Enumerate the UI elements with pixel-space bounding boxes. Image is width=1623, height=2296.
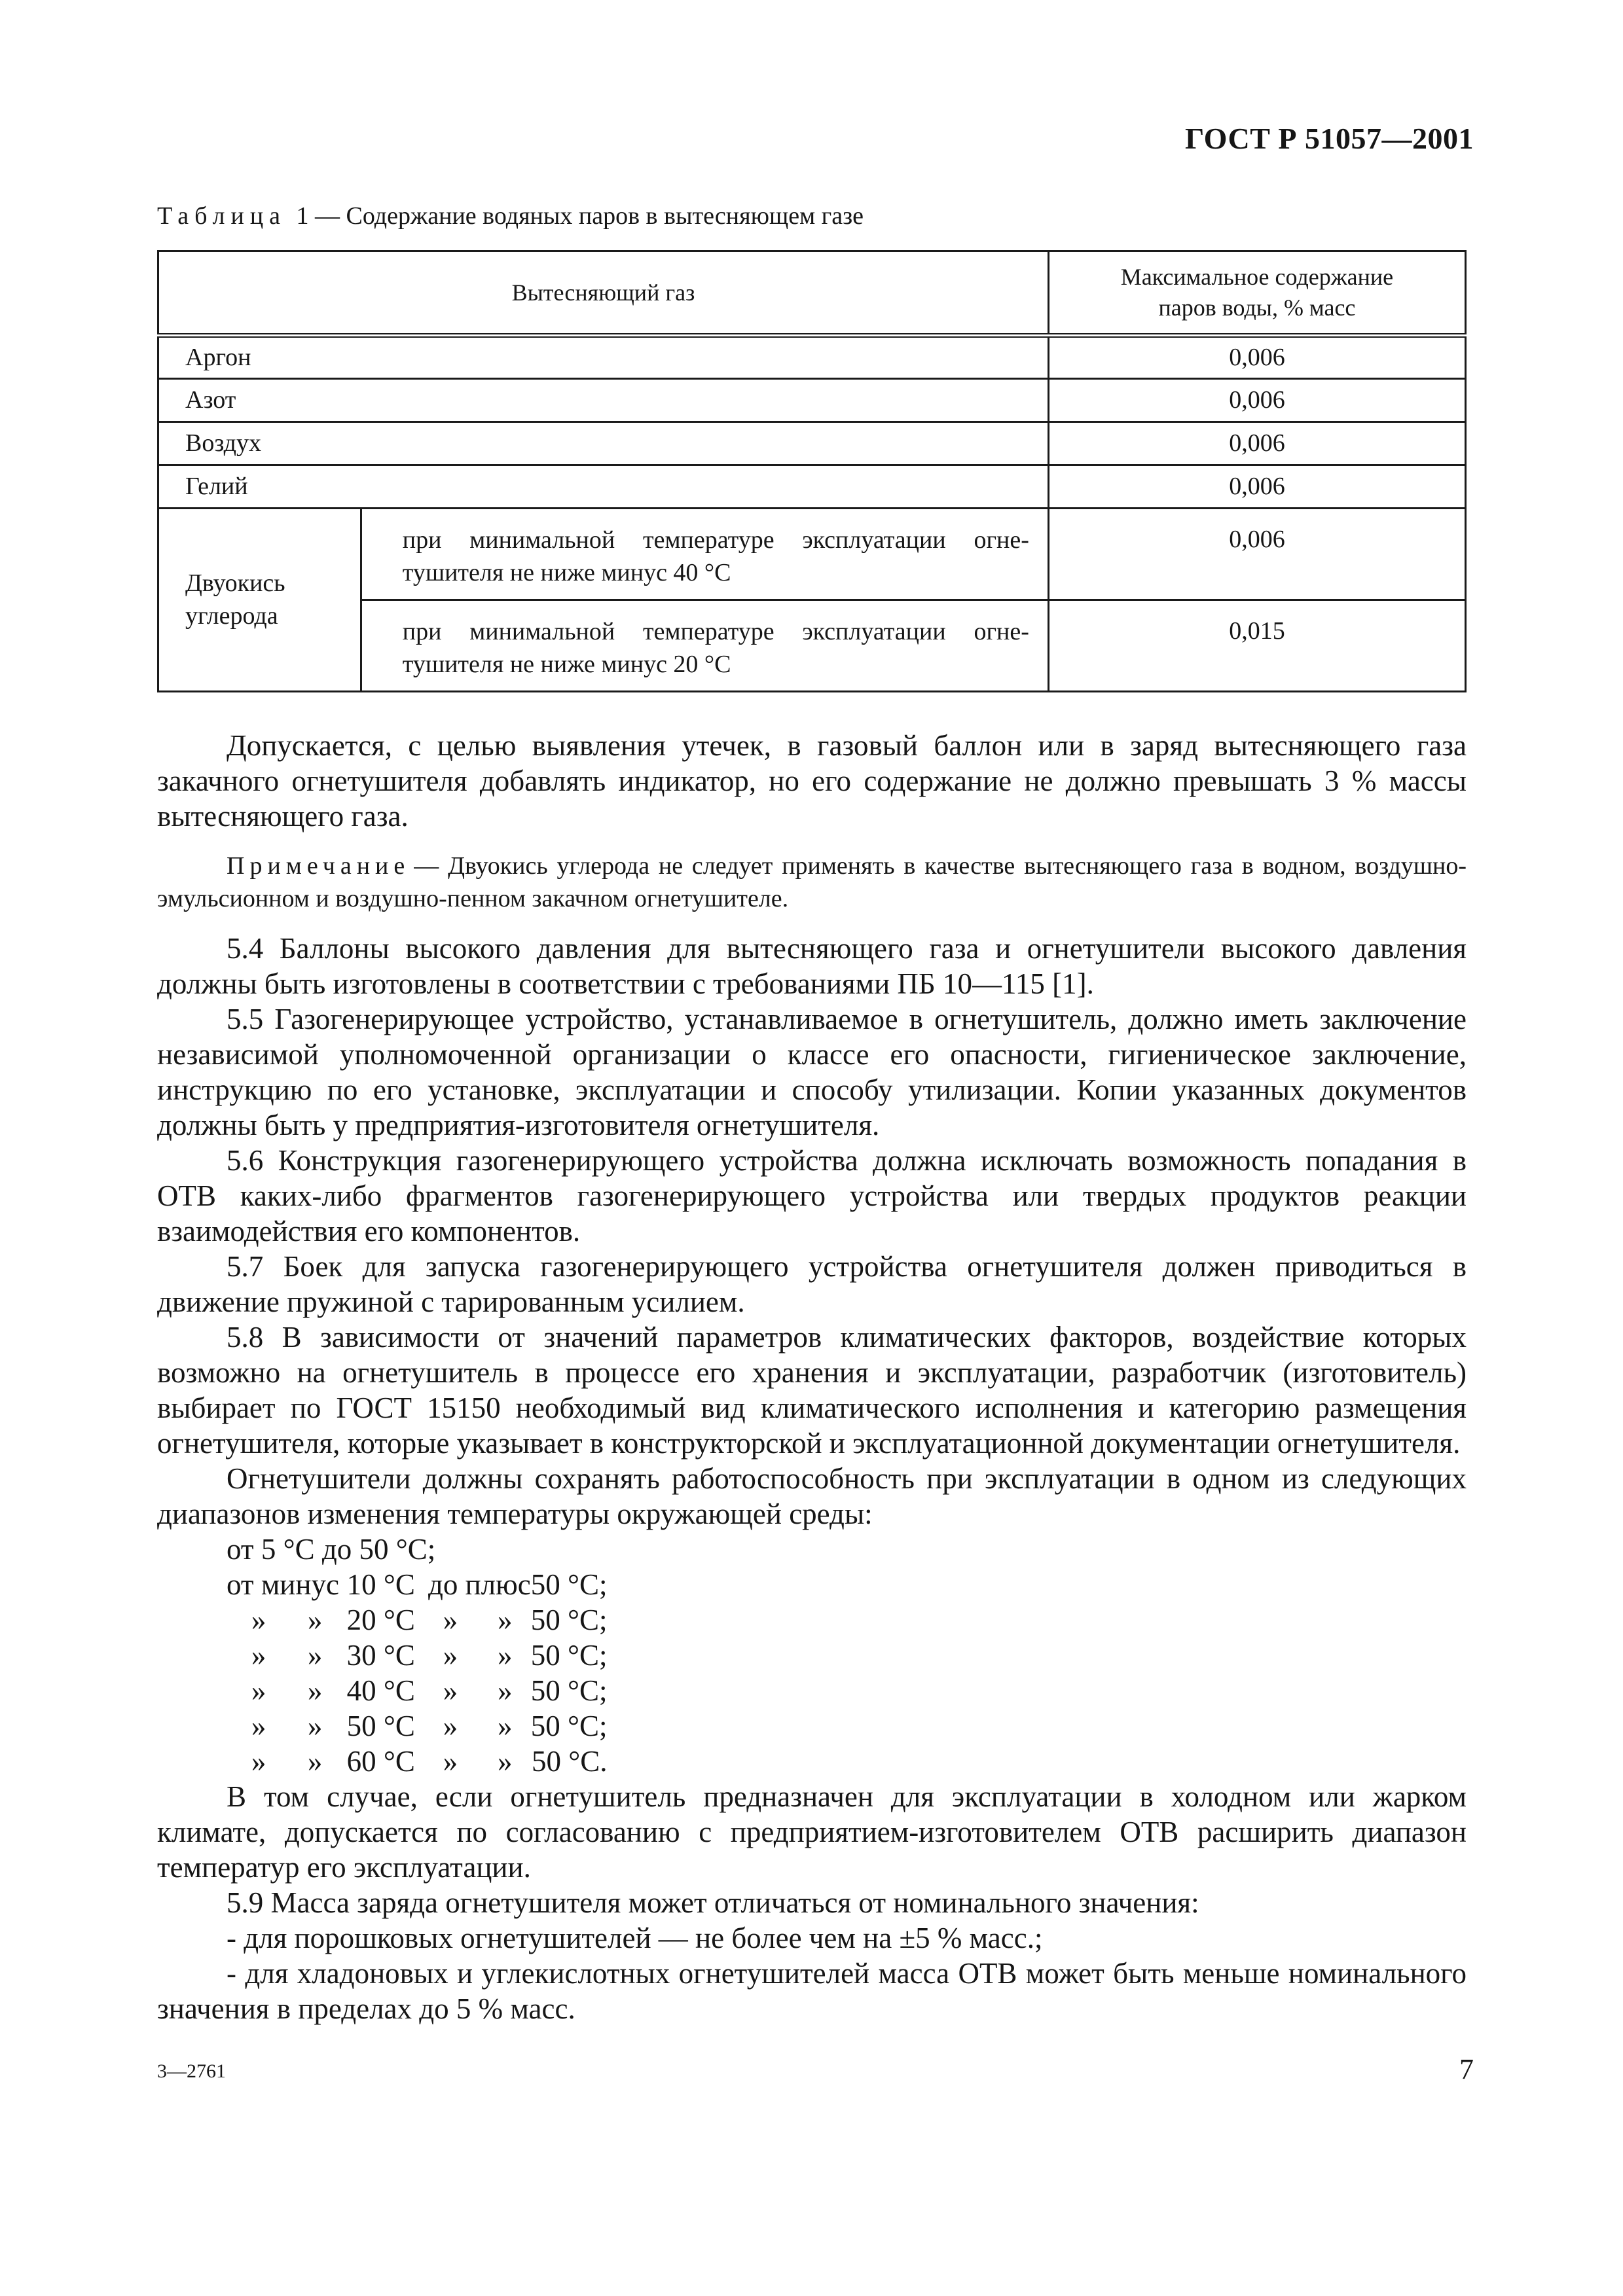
table-row	[158, 336, 1466, 379]
range-row	[227, 1602, 607, 1638]
table-row	[158, 379, 1466, 422]
gas-name: Воздух	[158, 422, 1049, 465]
gas-value: 0,006	[1048, 336, 1465, 379]
range-first: от 5 °С до 50 °С;	[227, 1533, 436, 1566]
table-caption	[157, 202, 864, 230]
col-header-max-content	[1048, 251, 1465, 336]
gas-name: Гелий	[158, 465, 1049, 509]
ditto-mark: »	[497, 1710, 513, 1742]
co2-condition: при минимальной температуре эксплуатации огне-тушителя не ниже минус 40 °С	[361, 509, 1048, 600]
clause-5-8: 5.8 В зависимости от значений параметров климатических факторов, воздействие которых возможно на огнетушитель в процессе его хранения и эксплуатации, разработчик (изготовитель) выбирает по ГОСТ 15150 необходимый вид климатического исполнения и категорию размещения огнетушителя, которые указывает в конструкторской и эксплуатационной документации огнетушителя.	[157, 1321, 1467, 1460]
col-header-gas: Вытесняющий газ	[158, 251, 1049, 336]
co2-label	[158, 509, 361, 692]
ditto-mark: »	[443, 1604, 458, 1636]
range-row	[227, 1638, 607, 1673]
ditto-mark: »	[307, 1745, 323, 1778]
ditto-mark: »	[251, 1674, 266, 1707]
gas-value: 0,006	[1048, 379, 1465, 422]
ditto-mark: »	[443, 1710, 458, 1742]
page-number: 7	[1459, 2053, 1474, 2085]
gas-value: 0,006	[1048, 465, 1465, 509]
co2-value: 0,006	[1048, 509, 1465, 600]
ditto-mark: »	[307, 1604, 323, 1636]
co2-condition: при минимальной температуре эксплуатации огне-тушителя не ниже минус 20 °С	[361, 600, 1048, 692]
ditto-mark: »	[251, 1639, 266, 1672]
range-row	[227, 1567, 607, 1602]
range-t2: 50 °С.	[531, 1745, 608, 1778]
range-t1: 20 °С	[346, 1604, 415, 1636]
ranges-intro: Огнетушители должны сохранять работоспособность при эксплуатации в одном из следующих диапазонов изменения температуры окружающей среды:	[157, 1462, 1467, 1530]
ditto-mark: »	[497, 1745, 513, 1778]
range-t1: 10 °С	[346, 1568, 415, 1601]
ditto-mark: »	[443, 1639, 458, 1672]
range-to: до плюс	[428, 1568, 531, 1601]
ditto-mark: »	[497, 1639, 513, 1672]
range-t2: 50 °С;	[530, 1639, 608, 1672]
ditto-mark: »	[307, 1710, 323, 1742]
table-caption-prefix: Таблица	[157, 202, 287, 230]
climate-paragraph: В том случае, если огнетушитель предназначен для эксплуатации в холодном или жарком климате, допускается по согласованию с предприятием-изготовителем ОТВ расширить диапазон температур его эксплуатации.	[157, 1780, 1467, 1884]
ditto-mark: »	[443, 1745, 458, 1778]
co2-label-line1: Двуокись	[185, 569, 285, 598]
ditto-mark: »	[497, 1674, 513, 1707]
table-header-row	[158, 251, 1466, 336]
co2-label-line2: углерода	[185, 601, 278, 630]
range-t2: 50 °С;	[530, 1604, 608, 1636]
clause-5-6: 5.6 Конструкция газогенерирующего устройства должна исключать возможность попадания в ОТВ каких-либо фрагментов газогенерирующего устройства или твердых продуктов реакции взаимодействия его компонентов.	[157, 1144, 1467, 1247]
col-header-max-line1: Максимальное содержание	[1120, 264, 1394, 291]
col-header-max-line2: паров воды, % масс	[1158, 295, 1356, 321]
range-row	[227, 1744, 607, 1779]
gas-value: 0,006	[1048, 422, 1465, 465]
document-code: ГОСТ Р 51057—2001	[1185, 122, 1474, 155]
ditto-mark: »	[251, 1604, 266, 1636]
clause-5-5: 5.5 Газогенерирующее устройство, устанавливаемое в огнетушитель, должно иметь заключение независимой уполномоченной организации о классе его опасности, гигиеническое заключение, инструкцию по его установке, эксплуатации и способу утилизации. Копии указанных документов должны быть у предприятия-изготовителя огнетушителя.	[157, 1003, 1467, 1141]
ditto-mark: »	[251, 1710, 266, 1742]
ditto-mark: »	[307, 1674, 323, 1707]
ditto-mark: »	[443, 1674, 458, 1707]
list-item: - для хладоновых и углекислотных огнетушителей масса ОТВ может быть меньше номинального значения в пределах до 5 % масс.	[157, 1957, 1467, 2025]
note-prefix: Примечание	[227, 852, 410, 880]
clause-5-9: 5.9 Масса заряда огнетушителя может отличаться от номинального значения:	[227, 1886, 1199, 1919]
list-item: - для порошковых огнетушителей — не более чем на ±5 % масс.;	[227, 1922, 1043, 1954]
body-text	[157, 728, 1467, 2026]
table-row	[158, 465, 1466, 509]
range-t2: 50 °С;	[530, 1674, 608, 1707]
paragraph-indicator: Допускается, с целью выявления утечек, в газовый баллон или в заряд вытесняющего газа закачного огнетушителя добавлять индикатор, но его содержание не должно превышать 3 % массы вытесняющего газа.	[157, 729, 1467, 833]
note-text: — Двуокись углерода не следует применять в качестве вытесняющего газа в водном, воздушно-эмульсионном и воздушно-пенном закачном огнетушителе.	[157, 852, 1467, 912]
gas-name: Азот	[158, 379, 1049, 422]
range-t1: 60 °С	[346, 1745, 415, 1778]
range-from: от минус	[227, 1568, 339, 1601]
ditto-mark: »	[497, 1604, 513, 1636]
clause-5-7: 5.7 Боек для запуска газогенерирующего устройства огнетушителя должен приводиться в движение пружиной с тарированным усилием.	[157, 1250, 1467, 1318]
note	[157, 850, 1467, 915]
ditto-mark: »	[307, 1639, 323, 1672]
table-caption-text: 1 — Содержание водяных паров в вытесняющем газе	[296, 202, 864, 230]
ditto-mark: »	[251, 1745, 266, 1778]
table-row-co2-a	[158, 509, 1466, 600]
temperature-ranges	[227, 1567, 607, 1779]
range-t1: 30 °С	[346, 1639, 415, 1672]
range-t2: 50 °С;	[530, 1568, 608, 1601]
table-row	[158, 422, 1466, 465]
range-row	[227, 1673, 607, 1708]
range-row	[227, 1708, 607, 1744]
range-t2: 50 °С;	[530, 1710, 608, 1742]
range-t1: 40 °С	[346, 1674, 415, 1707]
range-t1: 50 °С	[346, 1710, 415, 1742]
water-vapor-table	[157, 250, 1467, 692]
gas-name: Аргон	[158, 336, 1049, 379]
co2-value: 0,015	[1048, 600, 1465, 692]
print-code: 3—2761	[157, 2060, 226, 2082]
clause-5-4: 5.4 Баллоны высокого давления для вытесняющего газа и огнетушители высокого давления должны быть изготовлены в соответствии с требованиями ПБ 10—115 [1].	[157, 932, 1467, 1000]
